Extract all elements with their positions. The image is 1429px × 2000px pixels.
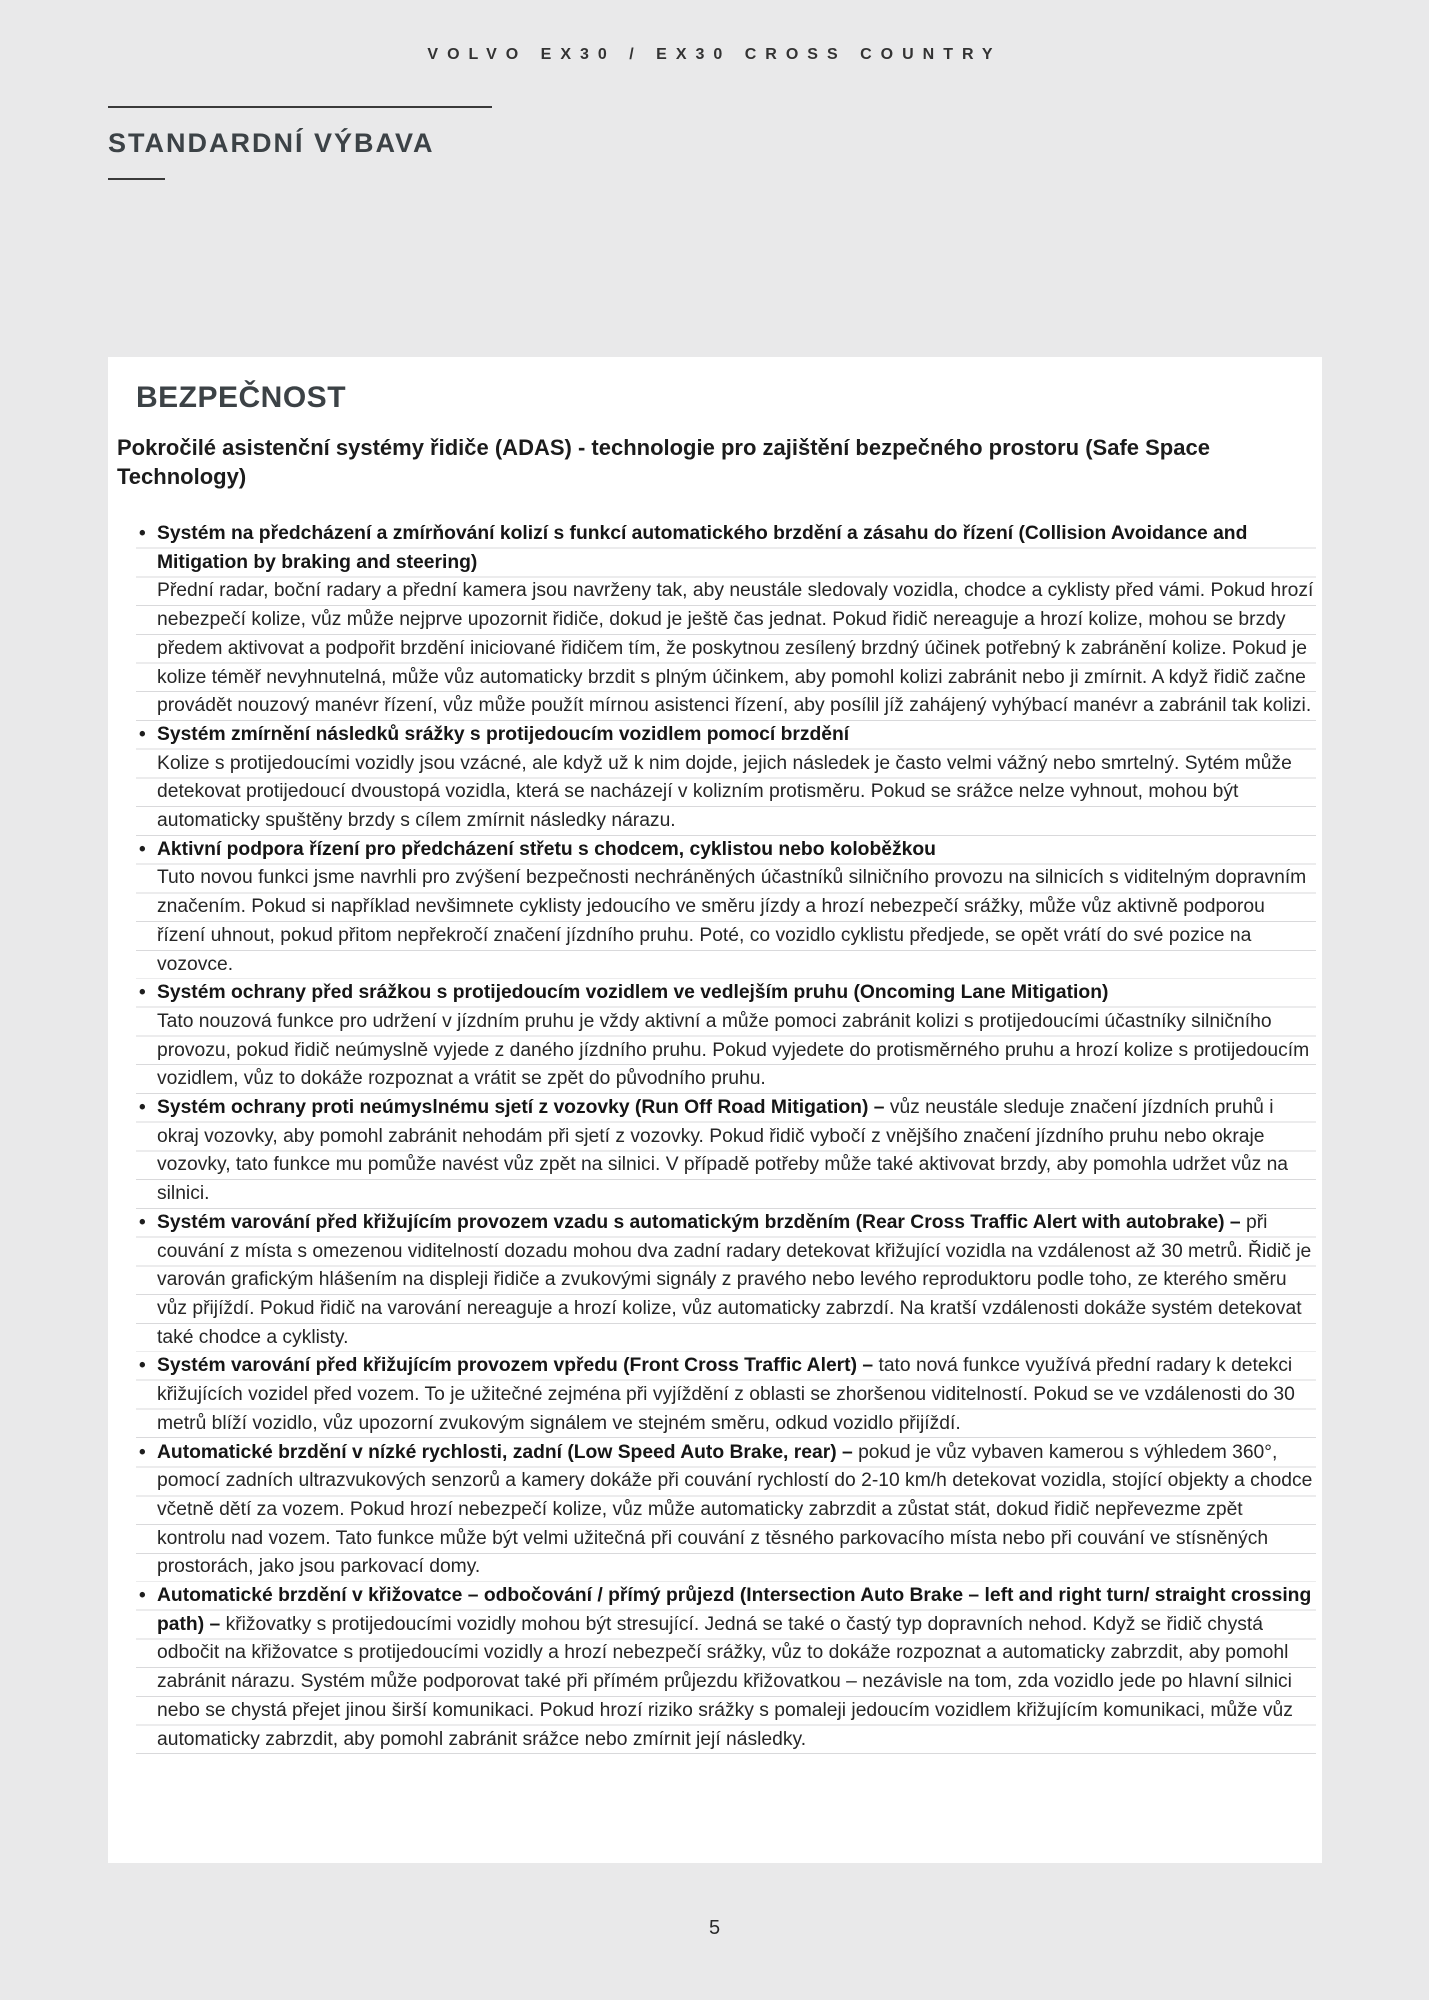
safety-card <box>108 357 1322 1863</box>
section-title-underline <box>108 178 165 180</box>
item-description: Tuto novou funkci jsme navrhli pro zvýšení bezpečnosti nechráněných účastníků silničního provozu na silnicích s viditelným dopravním značením. Pokud si například nevšimnete cyklisty jedoucího ve směru jízdy a hrozí nebezpečí srážky, může vůz aktivně podporou řízení uhnout, pokud přitom nepřekročí značení jízdního pruhu. Poté, co vozidlo cyklistu předjede, se opět vrátí do své pozice na vozovce. <box>157 867 1307 975</box>
bullet-icon: • <box>139 1355 146 1377</box>
item-title: Systém ochrany proti neúmyslnému sjetí z vozovky (Run Off Road Mitigation) – <box>157 1097 885 1119</box>
bullet-icon: • <box>139 1211 146 1233</box>
bullet-icon: • <box>139 1097 146 1119</box>
item-title: Aktivní podpora řízení pro předcházení střetu s chodcem, cyklistou nebo koloběžkou <box>157 838 936 860</box>
bullet-icon: • <box>139 1585 146 1607</box>
item-description: Tato nouzová funkce pro udržení v jízdním pruhu je vždy aktivní a může pomoci zabránit kolizi s protijedoucími účastníky silničního provozu, pokud řidič neúmyslně vyjede z daného jízdního pruhu. Pokud vyjedete do protisměrného pruhu a hrozí kolize s protijedoucím vozidlem, vůz to dokáže rozpoznat a vrátit se zpět do původního pruhu. <box>157 1010 1310 1090</box>
feature-list <box>136 520 1316 1754</box>
item-description: Kolize s protijedoucími vozidly jsou vzácné, ale když už k nim dojde, jejich následek je často velmi vážný nebo smrtelný. Sytém může detekovat protijedoucí dvoustopá vozidla, která se nacházejí v kolizním protisměru. Pokud se srážce nelze vyhnout, mohou být automaticky spuštěny brzdy s cílem zmírnit následky nárazu. <box>157 752 1292 832</box>
item-description: pokud je vůz vybaven kamerou s výhledem 360°, pomocí zadních ultrazvukových senzorů a kamery dokáže při couvání rychlostí do 2-10 km/h detekovat vozidla, stojící objekty a chodce včetně dětí za vozem. Pokud hrozí nebezpečí kolize, vůz může automaticky zabrzdit a zůstat stát, dokud řidič nepřevezme zpět kontrolu nad vozem. Tato funkce může být velmi užitečná při couvání z těsného parkovacího místa nebo při couvání ve stísněných prostorách, jako jsou parkovací domy. <box>157 1441 1313 1578</box>
card-title: BEZPEČNOST <box>136 381 347 414</box>
list-item <box>136 1209 1316 1353</box>
item-title: Systém varování před křižujícím provozem vzadu s automatickým brzděním (Rear Cross Traffic Alert with autobrake) – <box>157 1211 1241 1233</box>
item-title: Automatické brzdění v nízké rychlosti, zadní (Low Speed Auto Brake, rear) – <box>157 1441 853 1463</box>
item-title: Systém zmírnění následků srážky s protijedoucím vozidlem pomocí brzdění <box>157 723 850 745</box>
list-item <box>136 979 1316 1094</box>
bullet-icon: • <box>139 1441 146 1463</box>
item-description: při couvání z místa s omezenou viditelností dozadu mohou dva zadní radary detekovat křižující vozidla na vzdálenost až 30 metrů. Řidič je varován grafickým hlášením na displeji řidiče a zvukovými signály z pravého nebo levého reproduktoru podle toho, ze kterého směru vůz přijíždí. Pokud řidič na varování nereaguje a hrozí kolize, vůz automaticky zabrzdí. Na kratší vzdálenosti dokáže systém detekovat také chodce a cyklisty. <box>157 1211 1312 1348</box>
item-title: Systém varování před křižujícím provozem vpředu (Front Cross Traffic Alert) – <box>157 1355 874 1377</box>
item-description: Přední radar, boční radary a přední kamera jsou navrženy tak, aby neustále sledovaly vozidla, chodce a cyklisty před vámi. Pokud hrozí nebezpečí kolize, vůz může nejprve upozornit řidiče, dokud je ještě čas jednat. Pokud řidič nereaguje a hrozí kolize, mohou se brzdy předem aktivovat a podpořit brzdění iniciované řidičem tím, že poskytnou zesílený brzdný účinek potřebný k zabránění kolize. Pokud je kolize téměř nevyhnutelná, může vůz automaticky brzdit s plným účinkem, aby pomohl kolizi zabránit nebo ji zmírnit. A když řidič začne provádět nouzový manévr řízení, vůz může použít mírnou asistenci řízení, aby posílil jíž zahájený vyhýbací manévr a zabránil tak kolizi. <box>157 580 1314 717</box>
list-item <box>136 721 1316 836</box>
list-item <box>136 1439 1316 1583</box>
list-item <box>136 836 1316 980</box>
section-title: STANDARDNÍ VÝBAVA <box>108 128 435 158</box>
item-description: křižovatky s protijedoucími vozidly mohou být stresující. Jedná se také o častý typ dopravních nehod. Když se řidič chystá odbočit na křižovatce s protijedoucími vozidly a hrozí nebezpečí srážky, vůz to dokáže rozpoznat a automaticky zabrzdit, aby pomohl zabránit nárazu. Systém může podporovat také při přímém průjezdu křižovatkou – nezávisle na tom, zda vozidlo jede po hlavní silnici nebo se chystá přejet jinou širší komunikaci. Pokud hrozí riziko srážky s pomaleji jedoucím vozidlem křižujícím komunikaci, může vůz automaticky zabrzdit, aby pomohl zabránit srážce nebo zmírnit její následky. <box>157 1613 1293 1750</box>
list-item <box>136 1094 1316 1209</box>
item-title: Systém ochrany před srážkou s protijedoucím vozidlem ve vedlejším pruhu (Oncoming Lane Mitigation) <box>157 982 1109 1004</box>
header-divider <box>108 106 492 108</box>
page-number: 5 <box>708 1917 721 1939</box>
bullet-icon: • <box>139 838 146 860</box>
bullet-icon: • <box>139 723 146 745</box>
item-description: tato nová funkce využívá přední radary k detekci křižujících vozidel před vozem. To je užitečné zejména při vyjíždění z oblasti se zhoršenou viditelností. Pokud se ve vzdálenosti do 30 metrů blíží vozidlo, vůz upozorní zvukovým signálem ve stejném směru, odkud vozidlo přijíždí. <box>157 1355 1295 1434</box>
item-title: Systém na předcházení a zmírňování kolizí s funkcí automatického brzdění a zásahu do řízení (Collision Avoidance and Mitigation by braking and steering) <box>157 523 1248 573</box>
item-title: Automatické brzdění v křižovatce – odbočování / přímý průjezd (Intersection Auto Brake – left and right turn/ straight crossing path) – <box>157 1585 1312 1635</box>
list-item <box>136 1352 1316 1438</box>
item-description: vůz neustále sleduje značení jízdních pruhů i okraj vozovky, aby pomohl zabránit nehodám při sjetí z vozovky. Pokud řidič vybočí z vnějšího značení jízdního pruhu nebo okraje vozovky, tato funkce mu pomůže navést vůz zpět na silnici. V případě potřeby může také aktivovat brzdy, aby pomohla udržet vůz na silnici. <box>157 1097 1289 1205</box>
list-item <box>136 520 1316 721</box>
bullet-icon: • <box>139 982 146 1004</box>
bullet-icon: • <box>139 523 146 544</box>
document-header: VOLVO EX30 / EX30 CROSS COUNTRY <box>427 46 1002 63</box>
card-subtitle: Pokročilé asistenční systémy řidiče (ADAS) - technologie pro zajištění bezpečného prostoru (Safe Space Technology) <box>117 435 1210 489</box>
list-item <box>136 1582 1316 1754</box>
